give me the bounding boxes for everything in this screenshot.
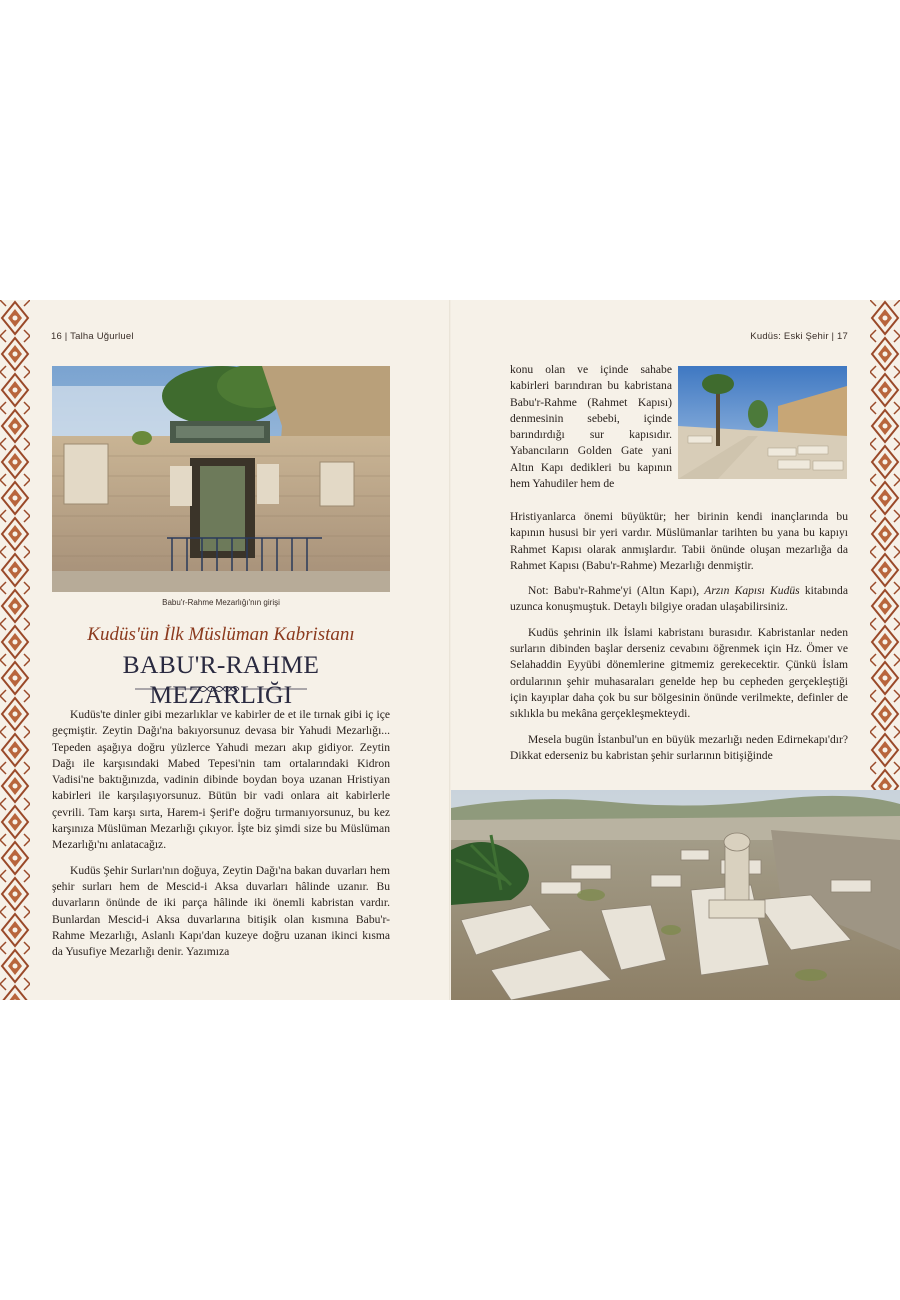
right-paragraph-continued: Hristiyanlarca önemi büyüktür; her birinin kendi inançlarında bu kapının hususi bir yeri vardır. Müslümanlar tarihten bu yana bu kapıyı Rahmet Kapısı olarak anmışlardır. Tabii önünde oluşan mezarlığa da Rahmet Kapısı (Babu'r-Rahme) Mezarlığı denmiştir. <box>510 510 848 572</box>
book-title-reference: Arzın Kapısı Kudüs <box>704 584 800 598</box>
left-folio: 16 | Talha Uğurluel <box>51 331 134 342</box>
cemetery-panorama-photo <box>451 790 900 1000</box>
right-wrap-text <box>510 362 672 492</box>
left-body-text <box>52 707 390 969</box>
right-paragraph-4: Mesela bugün İstanbul'un en büyük mezarlığı neden Edirnekapı'dır? Dikkat ederseniz bu kabristan şehir surlarının bitişiğinde <box>510 732 848 762</box>
right-paragraph-3: Kudüs şehrinin ilk İslami kabristanı burasıdır. Kabristanlar neden surların dibinden başlar derseniz cevabını öğrenmek için Hz. Ömer ve Selahaddin Eyyübi dönemlerine gitmemiz gerekecektir. Çünkü İslam ordularının şehir muhasaraları genelde hep bu cepheden gerçekleştiği için kayıplar daha çok bu sur bölgesinin önünde verilmekte, definler de sıklıkla bu mekâna gerçekleşmekteydi. <box>510 625 848 721</box>
left-paragraph-2: Kudüs Şehir Surları'nın doğuya, Zeytin Dağı'na bakan duvarları hem şehir surları hem de Mescid-i Aksa duvarları hâlinde uzanır. Bu duvarların önünde de iki parça hâlinde iki önemli kabristan vardır. Bunlardan Mescid-i Aksa duvarlarına bitişik olan kısmına Babu'r-Rahme Mezarlığı, Aslanlı Kapı'dan kuzeye doğru uzanan ikinci kısma da Yusufiye Mezarlığı denir. Yazımıza <box>52 863 390 959</box>
ornamental-border-left <box>0 300 30 1000</box>
title-divider-ornament <box>135 682 307 696</box>
right-note-paragraph <box>510 583 848 616</box>
book-spread <box>0 300 900 1000</box>
right-wrap-paragraph: konu olan ve içinde sahabe kabirleri barındıran bu kabristana Babu'r-Rahme (Rahmet Kapısı) denmesinin sebebi, içinde barındırdığı sur kapısıdır. Yabancıların Golden Gate yani Altın Kapı dedikleri bu kapının hem Yahudiler hem de <box>510 363 672 491</box>
cemetery-entrance-photo <box>52 366 390 592</box>
note-text-after: kitabında uzunca konuşmuştuk. Detaylı bilgiye oradan ulaşabilirsiniz. <box>510 584 849 614</box>
golden-gate-cemetery-photo <box>678 366 847 479</box>
note-text-before: Not: Babu'r-Rahme'yi (Altın Kapı), <box>528 584 705 598</box>
section-title: BABU'R-RAHME MEZARLIĞI <box>122 650 320 709</box>
section-subtitle: Kudüs'ün İlk Müslüman Kabristanı <box>87 624 355 645</box>
left-paragraph-1: Kudüs'te dinler gibi mezarlıklar ve kabirler de et ile tırnak gibi iç içe geçmiştir. Zeytin Dağı'na bakıyorsunuz devasa bir Yahudi Mezarlığı... Tepeden aşağıya doğru yüzlerce Yahudi mezarı akıp gidiyor. Zeytin Dağı ile karşısındaki Mabed Tepesi'nin tam ortalarındaki Kidron Vadisi'ne baktığınızda, vadinin dibinde boydan boya uzanan Hristiyan kabirleri ile karşılaşıyorsunuz. Bütün bir vadi onlara ait kabirlerle çevrili. Tam karşı sırta, Harem-i Şerif'e doğru tırmanıyorsunuz, bu kez karşınıza Müslüman Mezarlığı çıkıyor. İşte biz şimdi size bu Müslüman Mezarlığı'nı anlatacağız. <box>52 708 390 852</box>
photo-caption: Babu'r-Rahme Mezarlığı'nın girişi <box>162 598 280 607</box>
right-body-text <box>510 509 848 773</box>
right-folio: Kudüs: Eski Şehir | 17 <box>750 331 848 342</box>
